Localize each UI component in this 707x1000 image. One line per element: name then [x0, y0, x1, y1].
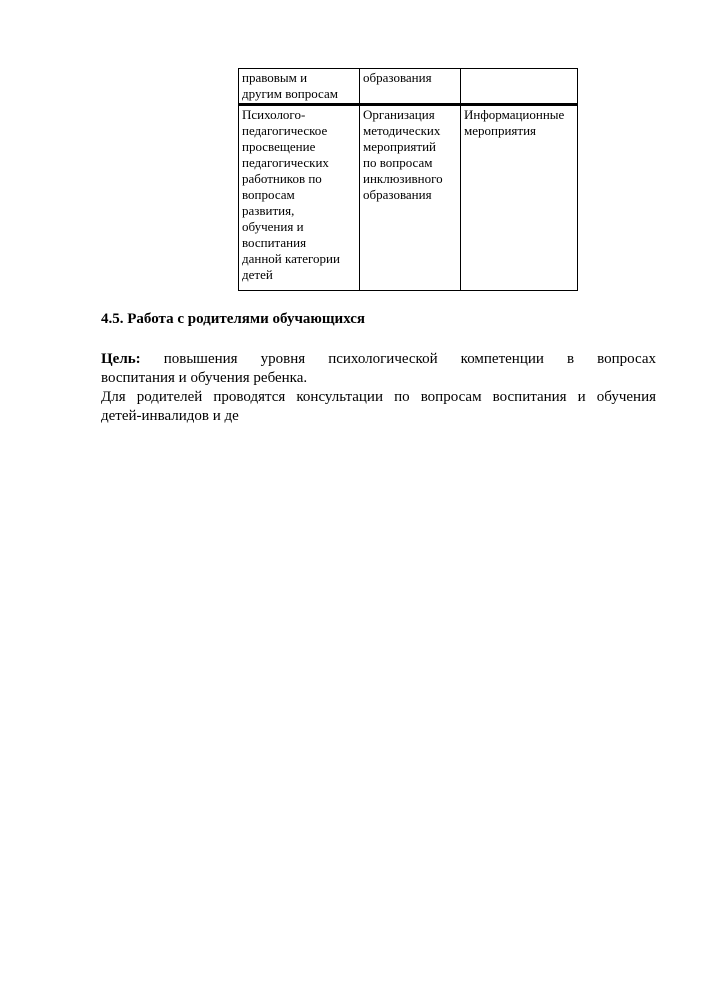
table-cell	[461, 69, 578, 105]
body-line-2: детей-инвалидов и де	[101, 408, 239, 424]
goal-label: Цель:	[101, 351, 141, 367]
table-cell: образования	[360, 69, 461, 105]
goal-line-1	[101, 349, 656, 369]
table-row	[239, 105, 578, 291]
activities-table	[238, 68, 578, 291]
table-cell: Информационные мероприятия	[461, 105, 578, 291]
section-heading: 4.5. Работа с родителями обучающихся	[101, 311, 366, 327]
table-cell: Психолого- педагогическое просвещение педагогических работников по вопросам развития, обучения и воспитания данной категории детей	[239, 105, 360, 291]
table-row	[239, 69, 578, 105]
table-cell: правовым и другим вопросам	[239, 69, 360, 105]
table-cell: Организация методических мероприятий по вопросам инклюзивного образования	[360, 105, 461, 291]
goal-text: повышения уровня психологической компетенции в вопросах	[140, 351, 656, 367]
goal-line-2: воспитания и обучения ребенка.	[101, 370, 308, 386]
body-line-1: Для родителей проводятся консультации по вопросам воспитания и обучения	[101, 389, 656, 405]
